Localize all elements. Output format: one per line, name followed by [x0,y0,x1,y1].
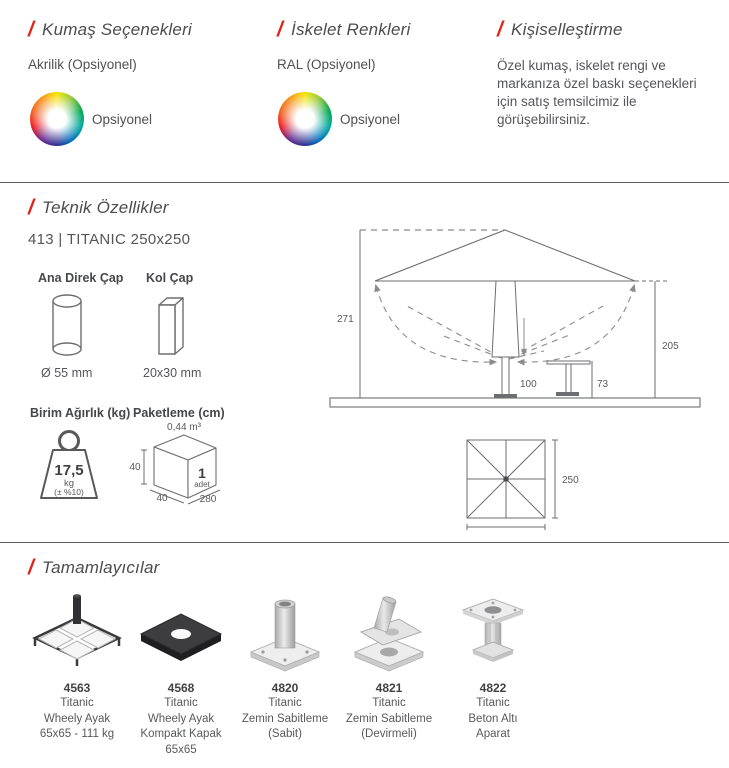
umbrella-side-drawing [310,215,710,415]
accessory-code: 4821 [375,681,403,695]
accessory-code: 4563 [63,681,91,695]
section-divider [0,182,729,183]
ground-fixing-fixed-image [233,588,337,672]
canopy-top-drawing [455,428,625,536]
packaging-length: 280 [199,494,217,505]
accessory-line: Titanic [60,697,94,710]
accessory-line: Titanic [476,697,510,710]
accessory-card-4821 [336,588,442,743]
frame-section-heading [277,18,410,42]
unit-weight-label: Birim Ağırlık (kg) [30,406,131,420]
packaging-height: 40 [129,462,141,473]
frame-wheel-label: Opsiyonel [340,112,401,127]
packaging-box-icon [124,420,234,512]
accessory-line: Wheely Ayak [147,712,215,725]
main-pole-diameter-value: Ø 55 mm [41,366,93,380]
accessories-section-heading [28,556,159,580]
packaging-count: 1 [198,465,206,481]
accessory-line: Titanic [164,697,198,710]
personalization-section-heading [497,18,623,42]
accessory-card-4568 [128,588,234,758]
wheely-base-image [25,588,129,672]
accessory-line: Titanic [372,697,406,710]
technical-heading-label: Teknik Özellikler [42,198,169,217]
arm-diameter-label: Kol Çap [146,271,194,285]
accessory-card-4820 [232,588,338,743]
accessory-line: (Sabit) [268,728,302,741]
weight-tolerance: (± %10) [54,487,84,497]
technical-section-heading [28,196,169,220]
accessory-line: (Devirmeli) [361,728,417,741]
main-pole-diameter-label: Ana Direk Çap [38,271,124,285]
dim-open-height-label: 205 [662,341,679,352]
accessory-code: 4822 [479,681,507,695]
accessory-line: Titanic [268,697,302,710]
red-slash: / [277,18,284,41]
packaging-label: Paketleme (cm) [133,406,225,420]
compact-cover-image [129,588,233,672]
accessory-card-4563 [24,588,130,743]
fabric-heading-label: Kumaş Seçenekleri [42,20,192,39]
cylinder-icon [47,292,87,360]
product-code: 413 | TITANIC 250x250 [28,231,191,248]
dim-clearance-label: 100 [520,379,537,390]
accessory-line: Zemin Sabitleme [241,712,329,725]
square-tube-icon [152,292,188,360]
fabric-subtitle: Akrilik (Opsiyonel) [28,57,137,72]
red-slash: / [497,18,504,41]
frame-subtitle: RAL (Opsiyonel) [277,57,376,72]
accessory-line: Aparat [476,728,510,741]
accessory-card-4822 [440,588,546,743]
fabric-color-wheel [30,92,84,146]
arm-diameter-value: 20x30 mm [143,366,202,380]
red-slash: / [28,556,35,579]
accessory-code: 4820 [271,681,299,695]
red-slash: / [28,196,35,219]
fabric-section-heading [28,18,192,42]
weight-unit: kg [63,478,75,489]
packaging-count-unit: adet [194,480,210,489]
accessory-line: 65x65 - 111 kg [39,728,115,741]
dim-total-height-label: 271 [337,314,354,325]
accessory-line: 65x65 [165,743,197,756]
accessory-line: Kompakt Kapak [140,728,222,741]
accessories-heading-label: Tamamlayıcılar [42,558,160,577]
weight-value: 17,5 [54,462,84,479]
packaging-volume: 0,44 m³ [167,422,201,433]
fabric-wheel-label: Opsiyonel [92,112,153,127]
frame-heading-label: İskelet Renkleri [291,20,411,39]
packaging-width: 40 [156,493,168,504]
dim-table-height-label: 73 [597,379,609,390]
accessory-line: Wheely Ayak [43,712,111,725]
under-concrete-adapter-image [441,588,545,672]
dim-canopy-width-label: 250 [562,475,579,486]
frame-color-wheel [278,92,332,146]
accessory-code: 4568 [167,681,195,695]
weight-icon [28,426,110,508]
accessory-line: Beton Altı [468,712,518,725]
personalization-body: Özel kumaş, iskelet rengi ve markanıza özel baskı seçenekleri için satış temsilcimiz ile görüşebilirsiniz. [497,58,697,127]
accessory-line: Zemin Sabitleme [345,712,433,725]
red-slash: / [28,18,35,41]
section-divider [0,542,729,543]
personalization-heading-label: Kişiselleştirme [511,20,623,39]
ground-fixing-tilting-image [337,588,441,672]
